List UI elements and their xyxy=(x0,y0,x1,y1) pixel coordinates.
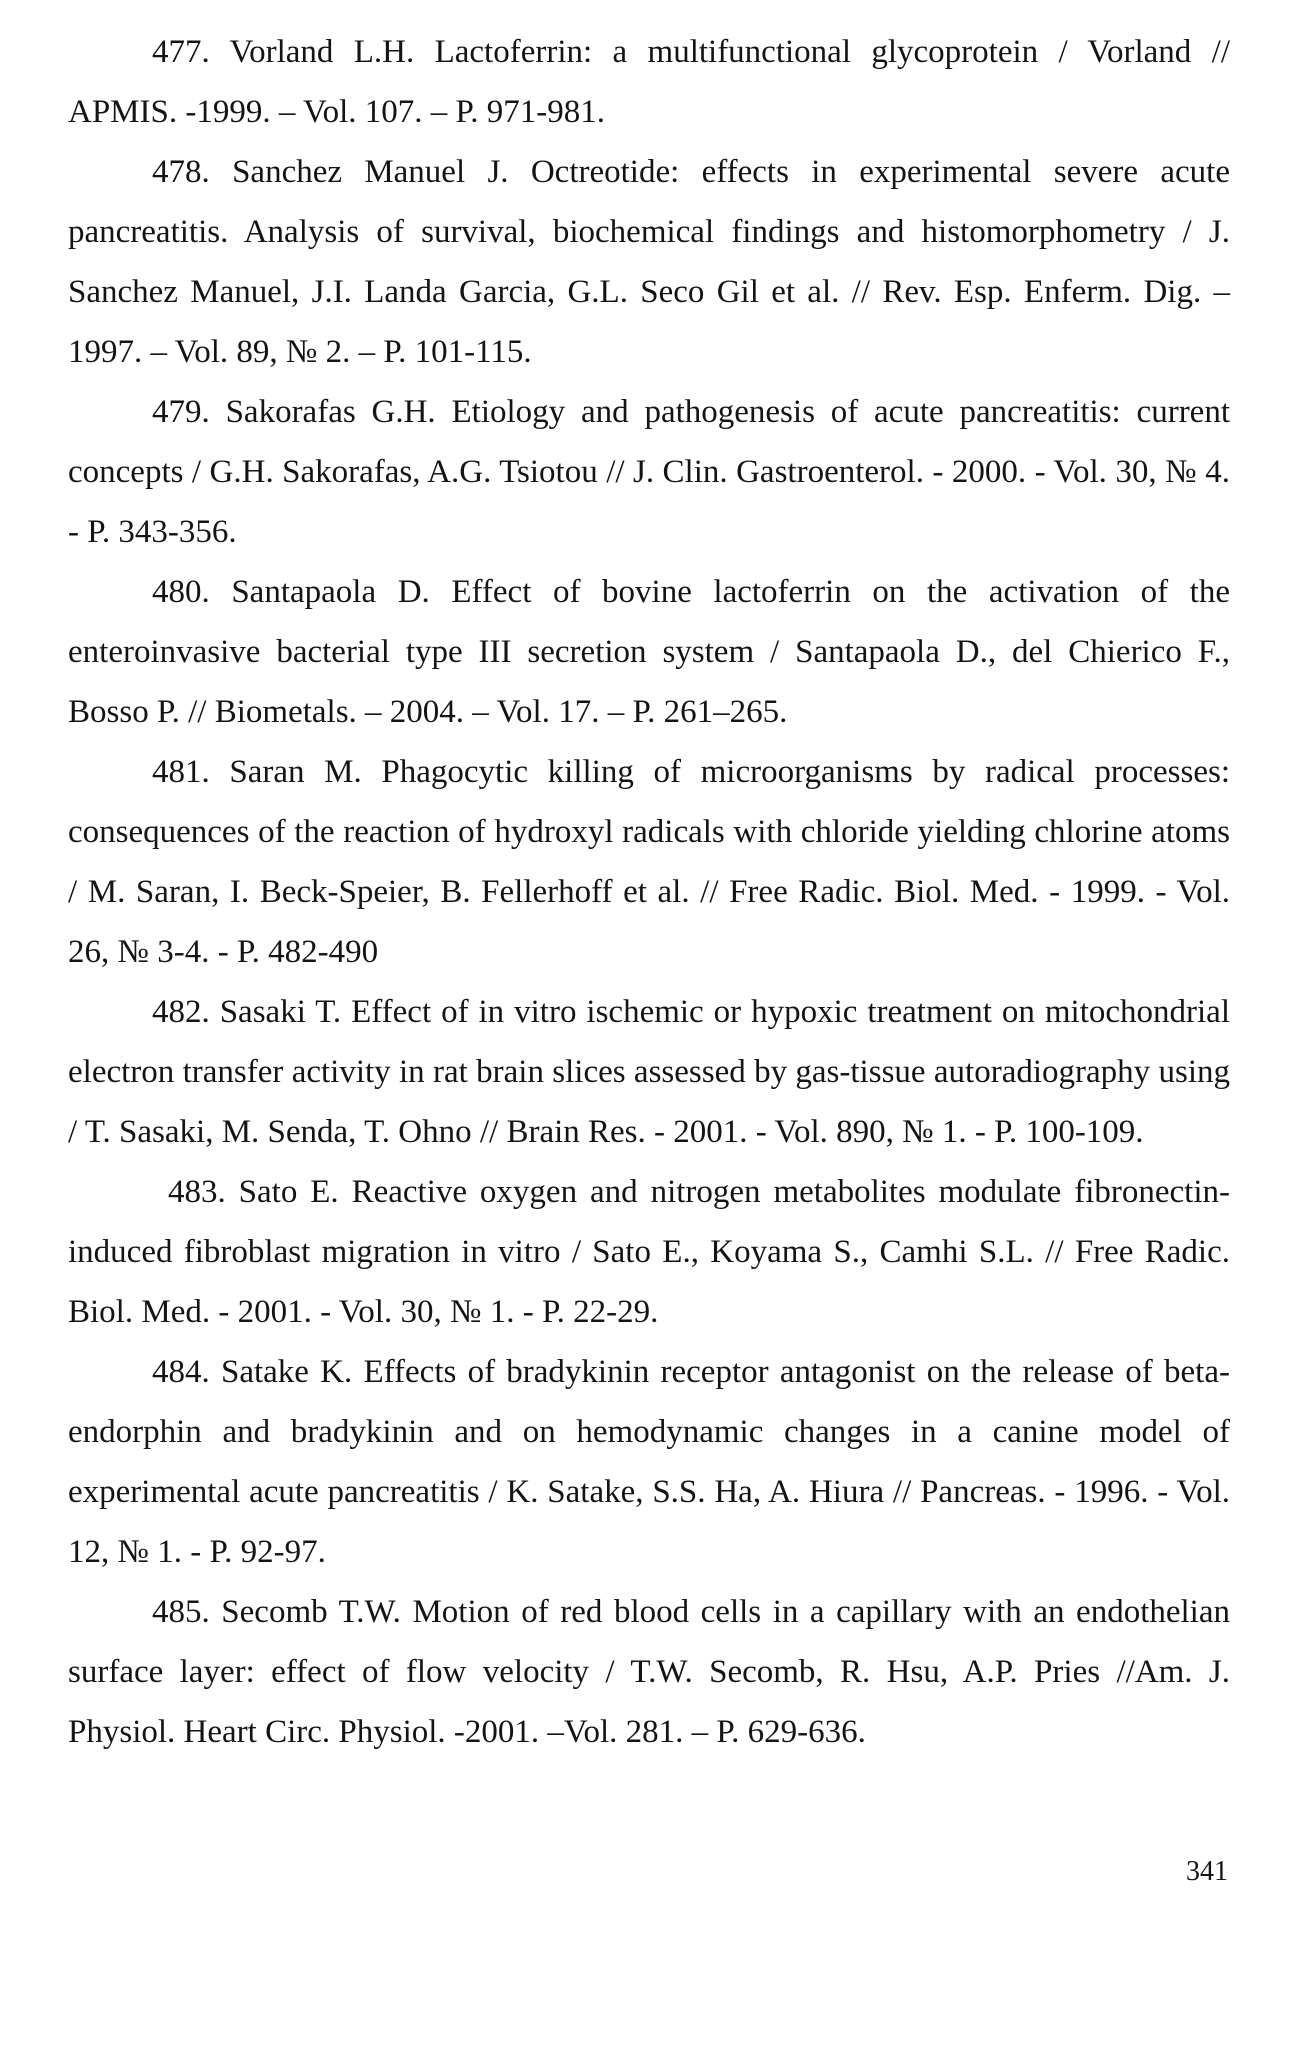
reference-484: 484. Satake K. Effects of bradykinin receptor antagonist on the release of beta-endorphin and bradykinin and on hemodynamic changes in a canine model of experimental acute pancreatitis / K. Satake, S.S. Ha, A. Hiura // Pancreas. - 1996. - Vol. 12, № 1. - P. 92-97. xyxy=(68,1354,1230,1570)
reference-478: 478. Sanchez Manuel J. Octreotide: effects in experimental severe acute pancreatitis. Analysis of survival, biochemical findings and histomorphometry / J. Sanchez Manuel, J.I. Landa Garcia, G.L. Seco Gil et al. // Rev. Esp. Enferm. Dig. – 1997. – Vol. 89, № 2. – P. 101-115. xyxy=(68,154,1230,370)
reference-479: 479. Sakorafas G.H. Etiology and pathogenesis of acute pancreatitis: current concepts / G.H. Sakorafas, A.G. Tsiotou // J. Clin. Gastroenterol. - 2000. - Vol. 30, № 4. - P. 343-356. xyxy=(68,394,1230,550)
reference-list xyxy=(68,22,1230,1762)
reference-485: 485. Secomb T.W. Motion of red blood cells in a capillary with an endothelian surface layer: effect of flow velocity / T.W. Secomb, R. Hsu, A.P. Pries //Am. J. Physiol. Heart Circ. Physiol. -2001. –Vol. 281. – P. 629-636. xyxy=(68,1594,1230,1750)
reference-480: 480. Santapaola D. Effect of bovine lactoferrin on the activation of the enteroinvasive bacterial type III secretion system / Santapaola D., del Chierico F., Bosso P. // Biometals. – 2004. – Vol. 17. – P. 261–265. xyxy=(68,574,1230,730)
reference-483: 483. Sato E. Reactive oxygen and nitrogen metabolites modulate fibronectin-induced fibroblast migration in vitro / Sato E., Koyama S., Camhi S.L. // Free Radic. Biol. Med. - 2001. - Vol. 30, № 1. - P. 22-29. xyxy=(68,1174,1230,1330)
reference-482: 482. Sasaki T. Effect of in vitro ischemic or hypoxic treatment on mitochondrial electron transfer activity in rat brain slices assessed by gas-tissue autoradiography using / T. Sasaki, M. Senda, T. Ohno // Brain Res. - 2001. - Vol. 890, № 1. - P. 100-109. xyxy=(68,994,1230,1150)
reference-481: 481. Saran M. Phagocytic killing of microorganisms by radical processes: consequences of the reaction of hydroxyl radicals with chloride yielding chlorine atoms / M. Saran, I. Beck-Speier, B. Fellerhoff et al. // Free Radic. Biol. Med. - 1999. - Vol. 26, № 3-4. - P. 482-490 xyxy=(68,754,1230,970)
page-number: 341 xyxy=(1186,1856,1228,1887)
reference-477: 477. Vorland L.H. Lactoferrin: a multifunctional glycoprotein / Vorland // APMIS. -1999. – Vol. 107. – P. 971-981. xyxy=(68,34,1230,130)
